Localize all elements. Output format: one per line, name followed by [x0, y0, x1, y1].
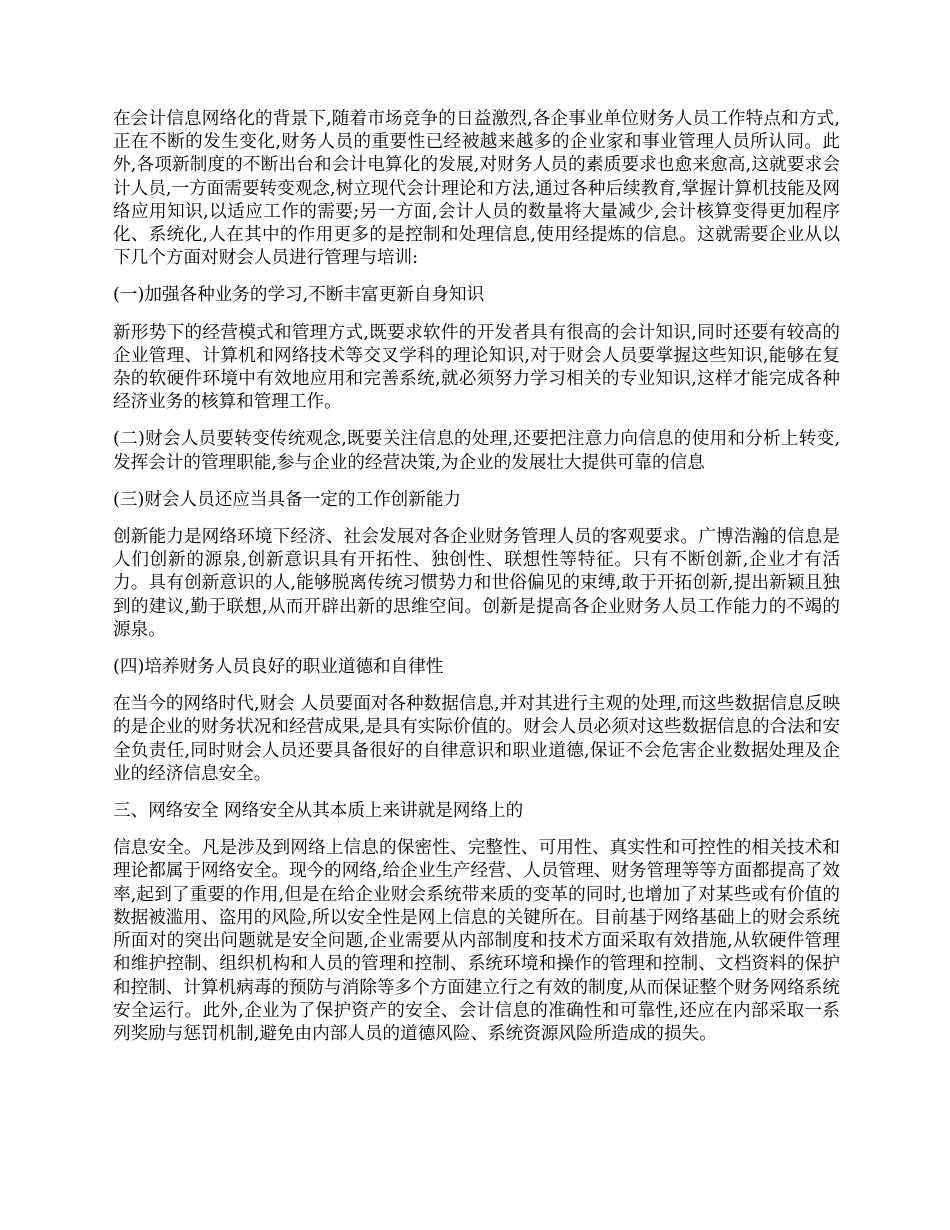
intro-paragraph: 在会计信息网络化的背景下,随着市场竞争的日益激烈,各企事业单位财务人员工作特点和方式,正在不断的发生变化,财务人员的重要性已经被越来越多的企业家和事业管理人员所认同。此外,各项新制度的不断出台和会计电算化的发展,对财务人员的素质要求也愈来愈高,这就要求会计人员,一方面需要转变观念,树立现代会计理论和方法,通过各种后续教育,掌握计算机技能及网络应用知识,以适应工作的需要;另一方面,会计人员的数量将大量减少,会计核算变得更加程序化、系统化,人在其中的作用更多的是控制和处理信息,使用经提炼的信息。这就需要企业从以下几个方面对财会人员进行管理与培训:	[113, 109, 840, 269]
section-4-paragraph: 在当今的网络时代,财会 人员要面对各种数据信息,并对其进行主观的处理,而这些数据信息反映的是企业的财务状况和经营成果,是具有实际价值的。财会人员必须对这些数据信息的合法和安全负责任,同时财会人员还要具备很好的自律意识和职业道德,保证不会危害企业数据处理及企业的经济信息安全。	[113, 694, 840, 784]
document-body	[113, 108, 840, 1060]
section-3-paragraph: 创新能力是网络环境下经济、社会发展对各企业财务管理人员的客观要求。广博浩瀚的信息是人们创新的源泉,创新意识具有开拓性、独创性、联想性等特征。只有不断创新,企业才有活力。具有创新意识的人,能够脱离传统习惯势力和世俗偏见的束缚,敢于开拓创新,提出新颖且独到的建议,勤于联想,从而开辟出新的思维空间。创新是提高各企业财务人员工作能力的不竭的源泉。	[113, 527, 840, 640]
network-security-heading: 三、网络安全 网络安全从其本质上来讲就是网络上的	[113, 801, 524, 822]
section-heading-3: (三)财会人员还应当具备一定的工作创新能力	[113, 489, 462, 510]
section-heading-1: (一)加强各种业务的学习,不断丰富更新自身知识	[113, 285, 485, 306]
section-heading-2: (二)财会人员要转变传统观念,既要关注信息的处理,还要把注意力向信息的使用和分析上转变,发挥会计的管理职能,参与企业的经营决策,为企业的发展壮大提供可靠的信息	[113, 429, 840, 473]
section-1-paragraph: 新形势下的经营模式和管理方式,既要求软件的开发者具有很高的会计知识,同时还要有较高的企业管理、计算机和网络技术等交叉学科的理论知识,对于财会人员要掌握这些知识,能够在复杂的软硬件环境中有效地应用和完善系统,就必须努力学习相关的专业知识,这样才能完成各种经济业务的核算和管理工作。	[113, 322, 840, 413]
network-security-paragraph: 信息安全。凡是涉及到网络上信息的保密性、完整性、可用性、真实性和可控性的相关技术和理论都属于网络安全。现今的网络,给企业生产经营、人员管理、财务管理等等方面都提高了效率,起到了重要的作用,但是在给企业财会系统带来质的变革的同时,也增加了对某些或有价值的数据被滥用、盗用的风险,所以安全性是网上信息的关键所在。目前基于网络基础上的财会系统所面对的突出问题就是安全问题,企业需要从内部制度和技术方面采取有效措施,从软硬件管理和维护控制、组织机构和人员的管理和控制、系统环境和操作的管理和控制、文档资料的保护和控制、计算机病毒的预防与消除等多个方面建立行之有效的制度,从而保证整个财务网络系统安全运行。此外,企业为了保护资产的安全、会计信息的准确性和可靠性,还应在内部采取一系列奖励与惩罚机制,避免由内部人员的道德风险、系统资源风险所造成的损失。	[113, 838, 840, 1044]
section-heading-4: (四)培养财务人员良好的职业道德和自律性	[113, 657, 444, 678]
